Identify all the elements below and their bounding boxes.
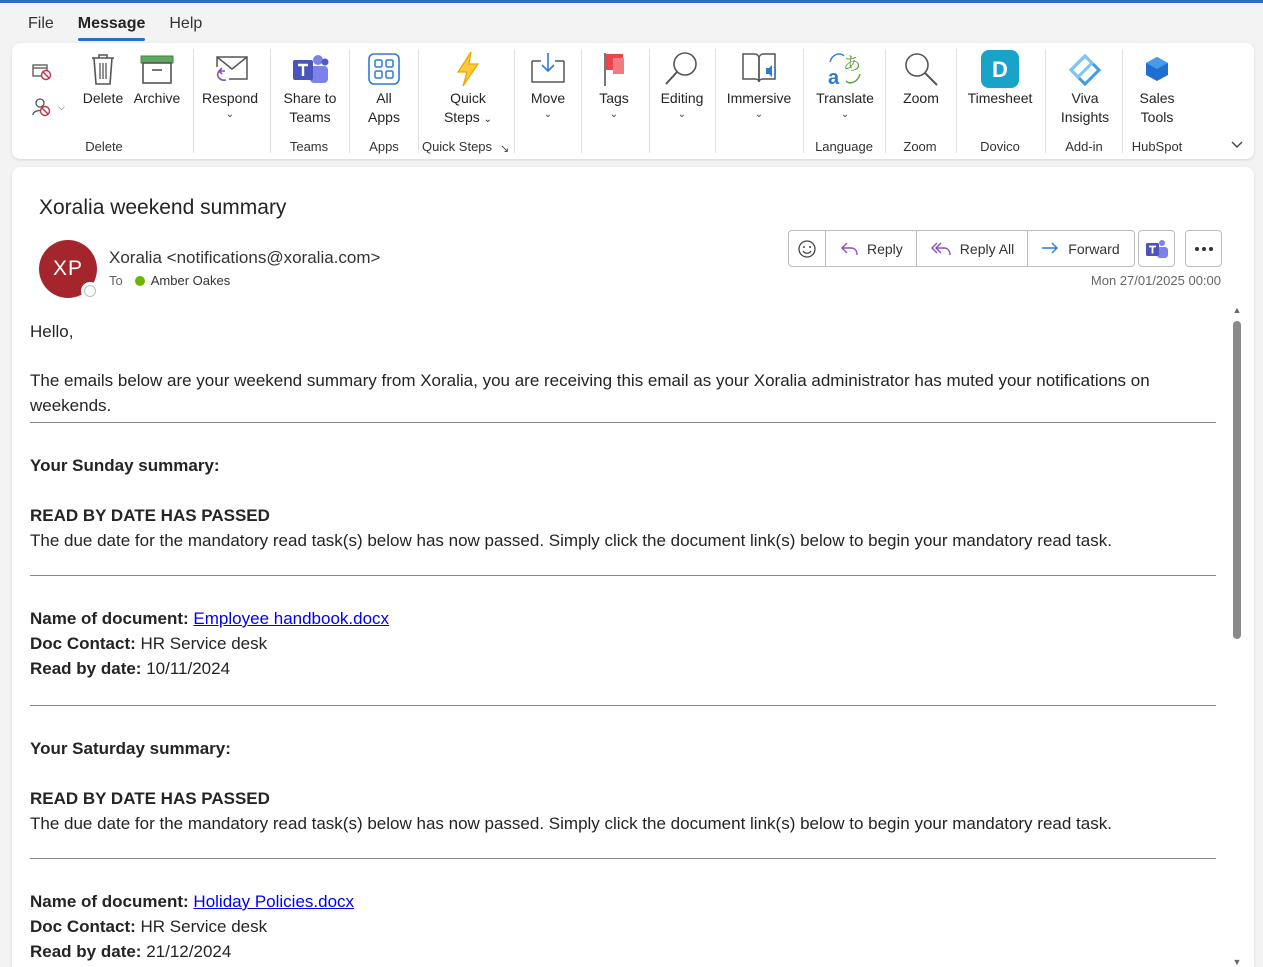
group-label-zoom: Zoom [903,139,937,154]
hubspot-icon [1137,49,1177,89]
ribbon-expand-chevron-icon[interactable] [1228,135,1246,153]
doc-contact-label: Doc Contact: [30,634,136,653]
dovico-icon [980,49,1020,89]
sales-tools-label-1: Sales [1139,90,1175,106]
more-actions-button[interactable] [1185,230,1222,267]
group-label-teams: Teams [289,139,329,154]
immersive-reader-button[interactable] [726,49,792,120]
reply-all-label: Reply All [959,240,1015,257]
group-label-delete: Delete [85,139,123,154]
saturday-heading: Your Saturday summary: [30,739,231,758]
doc-contact-value: HR Service desk [140,917,268,936]
archive-label: Archive [133,90,181,106]
chevron-down-icon: ⌵ [58,101,65,112]
recipients [109,273,230,288]
avatar[interactable] [39,240,97,298]
share-teams-label-2: Teams [289,109,331,125]
move-label: Move [530,90,566,106]
all-apps-label-2: Apps [368,109,400,125]
chevron-down-icon: ⌄ [754,109,764,120]
teams-chat-button[interactable] [1138,230,1175,267]
forward-icon [1040,239,1060,259]
quick-steps-launcher-icon[interactable]: ↘ [500,143,510,155]
viva-insights-icon [1065,49,1105,89]
to-label: To [109,273,123,288]
sunday-heading: Your Sunday summary: [30,456,220,475]
search-icon [662,49,702,89]
divider [30,705,1216,706]
menu-message[interactable]: Message [66,9,158,39]
chevron-down-icon: ⌄ [677,109,687,120]
section-heading [30,736,1216,761]
reply-icon [839,239,859,259]
reply-button[interactable] [826,231,917,266]
chevron-down-icon: ⌄ [609,109,619,120]
reading-pane [12,167,1254,967]
ribbon-separator [885,49,886,153]
contact-row [30,914,1216,939]
group-label-quick-steps: Quick Steps [421,139,493,154]
email-date: Mon 27/01/2025 00:00 [1090,273,1221,288]
saturday-alert: READ BY DATE HAS PASSED [30,789,270,808]
lightning-icon [448,49,488,89]
editing-button[interactable] [657,49,707,120]
quick-steps-text: Steps [443,109,480,125]
reply-label: Reply [867,240,903,257]
zoom-label: Zoom [903,90,939,106]
respond-button[interactable] [202,49,258,120]
move-icon [528,49,568,89]
alert-message: The due date for the mandatory read task(s) below has now passed. Simply click the document link(s) below to begin your mandatory read task. [30,814,1112,833]
svg-text:a: a [828,67,840,89]
delete-label: Delete [82,90,124,106]
quick-steps-label-1: Quick [450,90,486,106]
all-apps-button[interactable] [362,49,406,127]
react-button[interactable] [789,231,826,266]
message-actions [788,230,1135,267]
block-sender-button[interactable] [30,95,70,119]
ribbon-separator [193,49,194,153]
ribbon-separator [581,49,582,153]
viva-insights-button[interactable] [1058,49,1112,127]
teams-icon [290,49,330,89]
svg-text:D: D [992,57,1008,82]
reply-all-button[interactable] [917,231,1028,266]
ignore-button[interactable] [30,59,54,83]
translate-button[interactable] [814,49,876,120]
sender[interactable]: Xoralia <notifications@xoralia.com> [109,248,381,267]
menu-file[interactable]: File [28,15,54,32]
chevron-down-icon: ⌄ [840,109,850,120]
section-heading [30,453,1216,478]
read-by-value: 21/12/2024 [146,942,232,961]
ribbon-separator [1045,49,1046,153]
apps-grid-icon [364,49,404,89]
archive-button[interactable] [134,49,180,108]
viva-label-2: Insights [1060,109,1110,125]
ignore-icon [30,59,54,83]
viva-label-1: Viva [1071,90,1099,106]
group-label-language: Language [815,139,873,154]
document-link[interactable]: Employee handbook.docx [193,609,390,628]
sales-tools-label-2: Tools [1140,109,1174,125]
avatar-initials: XP [52,257,83,280]
translate-icon [825,49,865,89]
quick-steps-button[interactable] [440,49,496,129]
archive-icon [137,49,177,89]
doc-contact-label: Doc Contact: [30,917,136,936]
ribbon-separator [956,49,957,153]
greeting: Hello, [30,322,74,341]
immersive-reader-icon [739,49,779,89]
divider [30,575,1216,576]
editing-label: Editing [660,90,704,106]
more-icon [1194,246,1214,252]
ribbon-separator [270,49,271,153]
quick-steps-label-2 [444,108,492,129]
group-label-hubspot: HubSpot [1131,139,1183,154]
ribbon [12,43,1254,159]
group-label-add-in: Add-in [1065,139,1103,154]
respond-label: Respond [201,90,259,106]
ribbon-separator [1122,49,1123,153]
scroll-up-arrow-icon[interactable]: ▲ [1232,305,1242,315]
forward-button[interactable] [1028,231,1133,266]
doc-contact-value: HR Service desk [140,634,268,653]
delete-button[interactable] [82,49,124,108]
read-by-label: Read by date: [30,659,142,678]
forward-label: Forward [1068,240,1120,257]
menu-bar [0,6,1263,42]
read-by-row [30,939,1216,964]
intro-text: The emails below are your weekend summary from Xoralia, you are receiving this email as your Xoralia administrator has muted your notifications on weekends. [30,371,1150,415]
share-teams-label-1: Share to [283,90,337,106]
sunday-alert: READ BY DATE HAS PASSED [30,506,270,525]
divider [30,422,1216,423]
presence-available-icon [135,276,145,286]
doc-name-label: Name of document: [30,609,189,628]
translate-label: Translate [816,90,874,106]
vertical-scrollbar[interactable] [1230,303,1244,967]
zoom-button[interactable] [899,49,943,108]
alert-title [30,503,1216,528]
chevron-down-icon: ⌄ [225,109,235,120]
sales-tools-button[interactable] [1134,49,1180,127]
trash-icon [83,49,123,89]
document-link[interactable]: Holiday Policies.docx [193,892,355,911]
all-apps-label-1: All [376,90,392,106]
timesheet-label: Timesheet [967,90,1033,106]
tags-label: Tags [599,90,629,106]
alert-message: The due date for the mandatory read task(s) below has now passed. Simply click the document link(s) below to begin your mandatory read task. [30,531,1112,550]
flag-icon [594,49,634,89]
move-button[interactable] [526,49,570,120]
scroll-down-arrow-icon[interactable]: ▼ [1232,957,1242,967]
chevron-down-icon: ⌄ [483,114,493,125]
group-label-dovico: Dovico [980,139,1020,154]
ribbon-separator [803,49,804,153]
email-subject: Xoralia weekend summary [39,196,287,219]
svg-text:あ: あ [843,54,861,75]
zoom-icon [901,49,941,89]
group-label-apps: Apps [369,139,399,154]
ribbon-separator [349,49,350,153]
share-to-teams-button[interactable] [280,49,340,127]
reply-all-icon [930,239,952,259]
scrollbar-thumb[interactable] [1233,321,1241,639]
document-row [30,606,1216,631]
smiley-icon [797,239,817,259]
presence-icon [81,282,99,300]
ribbon-separator [649,49,650,153]
ribbon-separator [418,49,419,153]
ribbon-separator [715,49,716,153]
read-by-value: 10/11/2024 [146,659,231,678]
immersive-label: Immersive [726,90,792,106]
alert-title [30,786,1216,811]
teams-icon [1145,238,1169,260]
chevron-down-icon: ⌄ [543,109,553,120]
block-icon [30,95,54,119]
recipient-name[interactable]: Amber Oakes [150,273,231,288]
ribbon-separator [514,49,515,153]
tags-button[interactable] [594,49,634,120]
timesheet-button[interactable] [968,49,1032,108]
doc-name-label: Name of document: [30,892,189,911]
document-row [30,889,1216,914]
email-body [30,317,1216,964]
read-by-row [30,656,1216,681]
contact-row [30,631,1216,656]
divider [30,858,1216,859]
respond-icon [210,49,250,89]
read-by-label: Read by date: [30,942,142,961]
menu-help[interactable]: Help [169,15,203,32]
